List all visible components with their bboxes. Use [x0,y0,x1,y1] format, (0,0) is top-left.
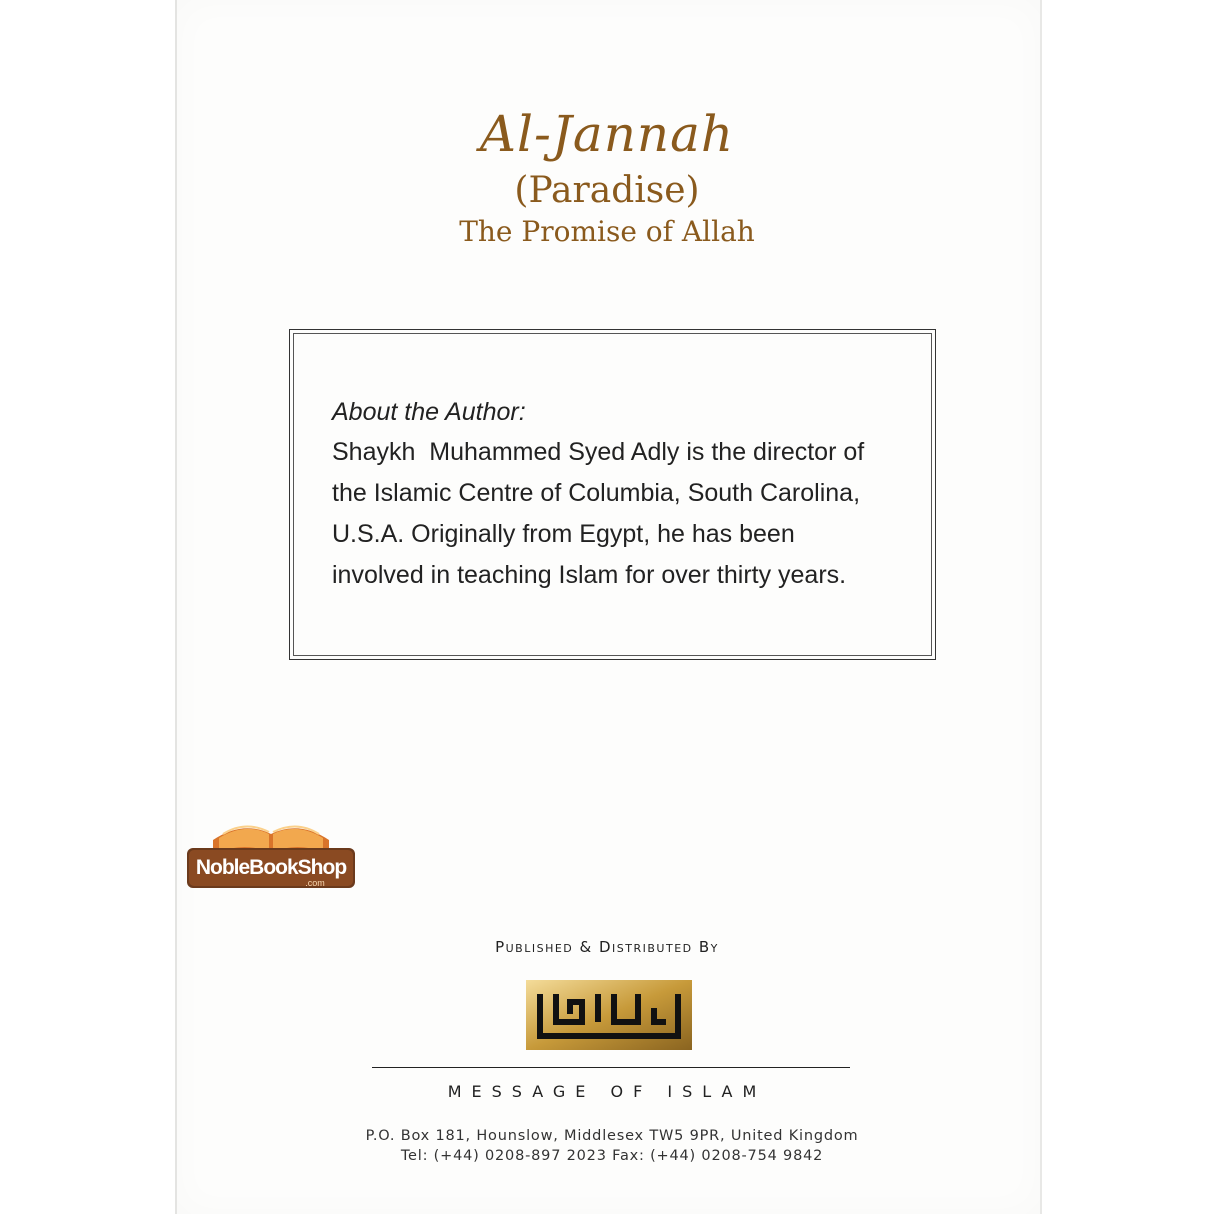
noblebookshop-logo-text: NobleBookShop [195,856,347,879]
publisher-address: P.O. Box 181, Hounslow, Middlesex TW5 9PR, United Kingdom [365,1128,859,1144]
about-author-heading: About the Author: [332,398,526,426]
book-subtitle: The Promise of Allah [459,215,755,248]
book-title: Al-Jannah [479,105,735,163]
book-title-paren: (Paradise) [514,170,700,211]
publisher-divider [372,1067,850,1068]
noblebookshop-logo [183,812,359,900]
about-author-line: U.S.A. Originally from Egypt, he has been [332,520,795,548]
publisher-phone: Tel: (+44) 0208-897 2023 Fax: (+44) 0208-754 9842 [400,1148,824,1164]
about-author-line: the Islamic Centre of Columbia, South Carolina, [332,479,861,507]
about-author-line: Shaykh Muhammed Syed Adly is the director of [332,438,865,466]
about-author-line: involved in teaching Islam for over thirty years. [332,561,847,589]
noblebookshop-logo-domain: .com [305,878,325,888]
published-by-label: Published & Distributed By [495,938,719,956]
message-of-islam-logo [526,980,692,1050]
publisher-name: MESSAGE OF ISLAM [447,1082,767,1101]
